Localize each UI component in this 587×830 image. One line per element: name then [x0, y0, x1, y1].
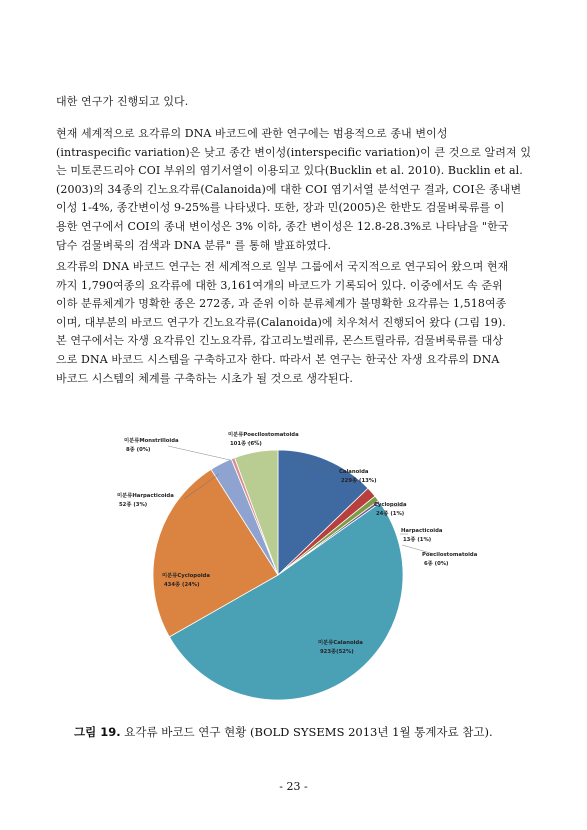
text-line: (intraspecific variation)은 낮고 종간 변이성(interspecific variation)이 큰 것으로 알려져 있: [56, 145, 532, 159]
text-line: 본 연구에서는 자생 요각류인 긴노요각류, 갑고리노벌레류, 몬스트릴라류, 검물벼룩류를 대상: [56, 334, 504, 348]
slice-name-label: 미분류Cyclopoida: [162, 573, 210, 579]
text-line: 현재 세계적으로 요각류의 DNA 바코드에 관한 연구에는 범용적으로 종내 변이성: [56, 127, 448, 140]
figure-label: 그림 19.: [74, 725, 121, 739]
text-line: 바코드 시스템의 체계를 구축하는 시초가 될 것으로 생각된다.: [56, 371, 353, 385]
slice-name-label: Poecilostomatoida: [422, 552, 478, 558]
text-line: 으로 DNA 바코드 시스템을 구축하고자 한다. 따라서 본 연구는 한국산 자생 요각류의 DNA: [56, 352, 500, 366]
text-line: 는 미토콘드리아 COI 부위의 염기서열이 이용되고 있다(Bucklin et al. 2010). Bucklin et al.: [56, 164, 523, 178]
slice-value-label: 923종(52%): [320, 649, 354, 655]
page-number: - 23 -: [279, 780, 308, 793]
paragraph-barcode-status: [56, 258, 530, 388]
slice-value-label: 52종 (3%): [119, 502, 148, 508]
text-line: 용한 연구에서 COI의 종내 변이성은 3% 이하, 종간 변이성은 12.8-28.3%로 나타남을 "한국: [56, 219, 509, 233]
slice-name-label: 미분류Harpacticoida: [117, 493, 174, 499]
text-line: 이하 분류체계가 명확한 종은 272종, 과 준위 이하 분류체계가 불명확한 요각류는 1,518여종: [56, 297, 507, 311]
text-line: 이며, 대부분의 바코드 연구가 긴노요각류(Calanoida)에 치우쳐서 진행되어 왔다 (그림 19).: [56, 315, 506, 329]
slice-value-label: 229종 (13%): [341, 478, 377, 484]
slice-name-label: 미분류Poecilostomatoida: [228, 432, 299, 438]
slice-value-label: 434종 (24%): [164, 582, 200, 588]
text-line: 까지 1,790여종의 요각류에 대한 3,161여개의 바코드가 기록되어 있다. 이중에서도 속 준위: [56, 278, 503, 292]
text-line: 대한 연구가 진행되고 있다.: [56, 95, 189, 108]
slice-name-label: Harpacticoida: [401, 528, 443, 534]
text-line: (2003)의 34종의 긴노요각류(Calanoida)에 대한 COI 염기서열 분석연구 결과, COI은 종내변: [56, 182, 522, 196]
slice-name-label: 미분류Calanoida: [318, 640, 363, 646]
leader-line: [168, 446, 230, 460]
text-line: 이성 1-4%, 종간변이성 9-25%를 나타냈다. 또한, 장과 민(2005)은 한반도 검물벼룩류를 이: [56, 201, 505, 215]
slice-name-label: Cyclopoida: [374, 502, 407, 508]
pie-chart: [100, 410, 500, 715]
slice-value-label: 6종 (0%): [424, 561, 449, 567]
text-line: 담수 검물벼룩의 검색과 DNA 분류" 를 통해 발표하였다.: [56, 238, 332, 252]
slice-value-label: 101종 (6%): [230, 441, 262, 447]
pie-chart-figure: [100, 410, 500, 715]
slice-value-label: 13종 (1%): [403, 537, 432, 543]
slice-value-label: 8종 (0%): [126, 447, 151, 453]
text-line: 요각류의 DNA 바코드 연구는 전 세계적으로 일부 그룹에서 국지적으로 연구되어 왔으며 현재: [56, 260, 509, 273]
paragraph-coi-background: [56, 125, 530, 255]
slice-name-label: 미분류Monstrilloida: [124, 438, 179, 444]
slice-value-label: 24종 (1%): [376, 511, 405, 517]
paragraph-continuation: [56, 93, 530, 112]
figure-caption: [74, 724, 493, 740]
caption-text: 요각류 바코드 연구 현황 (BOLD SYSEMS 2013년 1월 통계자료 참고).: [120, 725, 493, 739]
slice-name-label: Calanoida: [339, 469, 369, 475]
